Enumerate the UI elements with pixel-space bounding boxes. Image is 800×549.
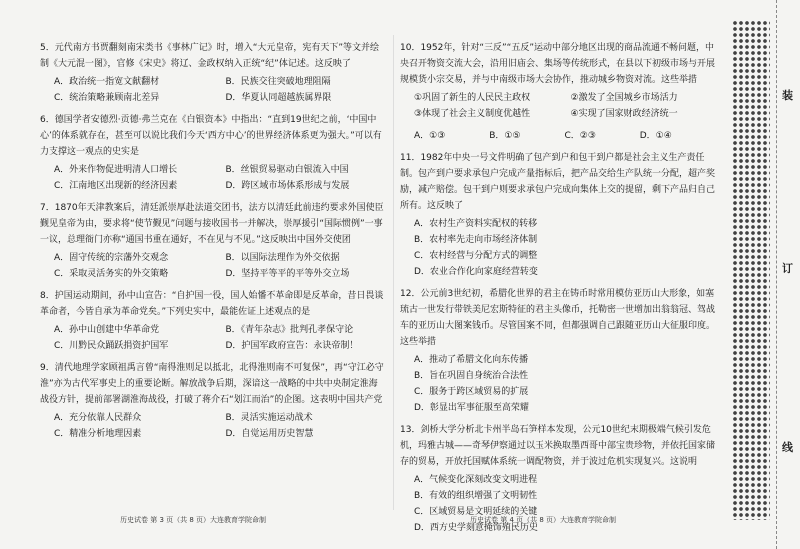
question-6 (40, 112, 385, 194)
cut-line (776, 0, 777, 549)
option-a: A．推动了希腊文化向东传播 (414, 355, 529, 365)
option-c: C．江南地区出现新的经济因素 (54, 181, 178, 191)
choice-b: B．①⑤ (489, 131, 521, 141)
left-page (40, 40, 385, 448)
option-a: A．政治统一指宽文献翻材 (54, 77, 160, 87)
statement-1: ①巩固了新生的人民民主政权 (414, 93, 531, 103)
question-11-options (414, 216, 715, 280)
option-b: B．以国际法理作为外交依据 (225, 253, 340, 263)
question-7-stem: 7．1870年天津教案后，清廷派崇厚赴法道交团书，法方以清廷此前违约要求外国使臣觐见皇帝为由，要求将“使节觐见”问题与接收国书一并解决，崇厚援引“国际惯例”一事一议，总理衙门亦称“通国书重在通好，不在见与不见。”这反映出中国外交使团 (40, 203, 384, 245)
statement-2: ②激发了全国城乡市场活力 (570, 93, 678, 103)
question-8-options (54, 322, 385, 354)
option-c: C．服务于跨区域贸易的扩展 (414, 387, 529, 397)
question-10 (400, 40, 715, 144)
choice-d: D．①④ (639, 131, 672, 141)
choice-c: C．②③ (564, 131, 596, 141)
option-c: C．统治策略兼顾南北差异 (54, 93, 160, 103)
option-d: D．坚持平等平的平等外交立场 (225, 269, 350, 279)
page-divider (393, 35, 394, 510)
option-a: A．固守传统的宗藩外交观念 (54, 253, 169, 263)
option-d: D．自觉运用历史智慧 (225, 429, 314, 439)
option-d: D．农业合作化向家庭经营转变 (414, 267, 538, 277)
option-a: A．孙中山创建中华革命党 (54, 325, 160, 335)
option-b: B．灵活实施运动战术 (225, 413, 313, 423)
question-11 (400, 150, 715, 280)
question-5-options (54, 74, 385, 106)
option-a: A．充分依靠人民群众 (54, 413, 142, 423)
question-5-stem: 5．元代南方书贾翻刻南宋类书《事林广记》时，增入“大元皇帝，宪有天下”等文并绘制《大元混一图》，官修《宋史》将辽、金政权纳入正统“纪”体记述。这反映了 (40, 43, 380, 69)
option-c: C．川黔民众踊跃捐资护国军 (54, 341, 169, 351)
binding-pattern (732, 20, 770, 520)
option-a: A．外来作物促进明清人口增长 (54, 165, 178, 175)
question-11-stem: 11．1982年中央一号文件明确了包产到户和包干到户都是社会主义生产责任制。包产到户要求承包户完成产量指标后，把产品交给生产队统一分配，超产奖励，减产赔偿。包干到户则要求承包户完成向集体上交的提留，剩下产品归自己所有。这反映了 (400, 153, 716, 211)
option-d: D．彰显出军事征服至高荣耀 (414, 403, 529, 413)
option-d: D．西方史学刻意掩饰殖民历史 (414, 523, 538, 533)
binding-strip (732, 0, 800, 549)
question-10-stem: 10．1952年，针对“三反”“五反”运动中部分地区出现的商品流通不畅问题，中央召开物资交流大会，沿用旧庙会、集场等传统形式，在县以下初级市场与开展规模货小宗交易，并与中南级市场大会协作，推动城乡物资对流。这些举措 (400, 43, 716, 85)
question-12 (400, 286, 715, 416)
option-b: B．民族交往突破地理阻隔 (225, 77, 331, 87)
option-a: A．农村生产资料实配权的转移 (414, 219, 538, 229)
option-b: B．丝银贸易驱动白银流入中国 (225, 165, 349, 175)
question-12-options (414, 352, 715, 416)
question-10-statements (414, 90, 715, 122)
statement-4: ④实现了国家财政经济统一 (570, 109, 678, 119)
question-13-stem: 13．剑桥大学分析北卡州半岛石笋样本发现，公元10世纪末期极端气候引发危机，玛雅古城——奇琴伊察通过以玉米换取墨西哥中部宝贵珍物，并依托国家储存的贸易，开放托国赋体系统一调配物资，并于波过危机实现复兴。这说明 (400, 425, 716, 467)
statement-3: ③体现了社会主义制度优越性 (414, 109, 531, 119)
option-d: D．华夏认同超越族属界限 (225, 93, 332, 103)
question-9-options (54, 410, 385, 442)
option-c: C．精准分析地理因素 (54, 429, 142, 439)
question-8 (40, 288, 385, 354)
question-9-stem: 9．清代地理学家顾祖禹言曾“南得淮则足以抵北，北得淮则南不可复保”，再“守江必守淮”亦为古代军事史上的重要论断。解放战争后期，深谙这一战略的中共中央制定淮海战役方针，提前部署湖淮海战役，打破了蒋介石“划江而治”的企图。这表明中国共产党 (40, 363, 384, 405)
question-6-options (54, 162, 385, 194)
option-c: C．采取灵活务实的外交策略 (54, 269, 169, 279)
option-c: C．农村经营与分配方式的调整 (414, 251, 538, 261)
page-footer-left: 历史试卷 第 3 页（共 8 页）大连教育学院命制 (120, 516, 267, 524)
option-b: B．旨在巩固自身统治合法性 (414, 371, 529, 381)
option-d: D．护国军政府宣告：永诀帝制！ (225, 341, 359, 351)
question-9 (40, 360, 385, 442)
option-c: C．区域贸易是文明延续的关键 (414, 507, 538, 517)
binding-label-xian: 线 (782, 437, 793, 457)
question-10-choices (414, 128, 715, 144)
question-7 (40, 200, 385, 282)
right-page (400, 40, 715, 542)
question-13-options (414, 472, 715, 536)
option-a: A．气候变化深刻改变文明进程 (414, 475, 538, 485)
option-b: B．有效的组织增强了文明韧性 (414, 491, 538, 501)
question-7-options (54, 250, 385, 282)
question-12-stem: 12．公元前3世纪初，希腊化世界的君主在铸币时常用模仿亚历山大形象，如塞琉古一世发行带铁美尼宏斯特征的君主头像币，托勒密一世增加出翁翁冠、驾战车的亚历山大图案钱币。尽管国案不同，但都强调自己跟随亚历山大征服印度。这些举措 (400, 289, 716, 347)
option-b: B．农村率先走向市场经济体制 (414, 235, 538, 245)
option-b: B．《青年杂志》批判孔孝保守论 (225, 325, 354, 335)
choice-a: A．①③ (414, 131, 446, 141)
page-footer-right: 历史试卷 第 4 页（共 8 页）大连教育学院命制 (470, 516, 617, 524)
binding-label-ding: 订 (782, 258, 793, 278)
binding-label-zhuang: 装 (782, 85, 793, 105)
question-5 (40, 40, 385, 106)
question-6-stem: 6．德国学者安德烈·贡德·弗兰克在《白银资本》中指出：“直到19世纪之前，‘中国中心’的体系就存在，甚至可以说比我们今天‘西方中心’的世界经济体系更为强大。”可以有力支撑这一观点的史实是 (40, 115, 382, 157)
option-d: D．跨区域市场体系形成与发展 (225, 181, 350, 191)
question-8-stem: 8．护国运动期间，孙中山宣告：“自护国一役，国人始憣不革命即是反革命，昔日畏谈革命者，今皆自承为革命党矣。”下列史实中，最能佐证上述观点的是 (40, 291, 384, 317)
